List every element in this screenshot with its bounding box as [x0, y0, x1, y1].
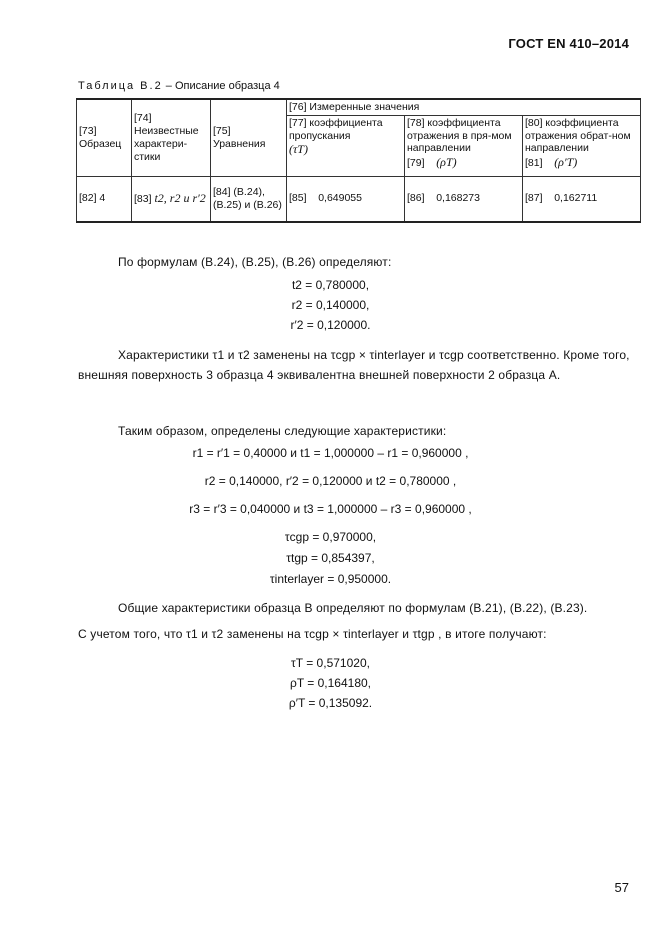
formula-r2-prime: r′2 = 0,120000. — [290, 318, 371, 332]
cell-back-reflectance-marker: [87] — [525, 192, 543, 205]
table-caption — [78, 80, 280, 92]
table-caption-title: – Описание образца 4 — [165, 80, 280, 92]
cell-transmittance-value: 0,649055 — [318, 192, 362, 205]
header-transmittance-label: [77] коэффициента пропускания — [289, 116, 383, 142]
cell-sample: [82] 4 — [77, 176, 132, 222]
formula-tau-cgp: τcgp = 0,970000, — [284, 530, 377, 544]
cell-unknown — [132, 176, 211, 222]
paragraph-replacement-note: Характеристики τ1 и τ2 заменены на τcgp × τinterlayer и τcgp соответственно. Кроме того, внешняя поверхность 3 образца 4 эквивалентна внешней поверхности 2 образца А. — [78, 348, 630, 383]
header-back-reflectance-marker: [81] — [525, 157, 543, 170]
header-back-reflectance-label: [80] коэффициента отражения обрат-ном направлении — [525, 116, 631, 155]
cell-equations: [84] (B.24), (B.25) и (B.26) — [211, 176, 287, 222]
cell-back-reflectance-value: 0,162711 — [554, 192, 598, 205]
cell-front-reflectance-marker: [86] — [407, 192, 425, 205]
paragraph-final-result-intro: С учетом того, что τ1 и τ2 заменены на τcgp × τinterlayer и τtgp , в итоге получают: — [78, 627, 547, 641]
formula-layer-2: r2 = 0,140000, r′2 = 0,120000 и t2 = 0,780000 , — [204, 474, 457, 488]
sample-description-table — [76, 98, 641, 223]
formula-tau-interlayer: τinterlayer = 0,950000. — [269, 572, 392, 586]
formula-tau-tgp: τtgp = 0,854397, — [286, 551, 375, 565]
cell-front-reflectance — [405, 176, 523, 222]
formula-r2: r2 = 0,140000, — [291, 298, 370, 312]
formula-rho-total: ρT = 0,164180, — [290, 676, 371, 690]
paragraph-characteristics-intro: Таким образом, определены следующие характеристики: — [118, 424, 447, 438]
paragraph-formulas-intro: По формулам (B.24), (B.25), (B.26) определяют: — [118, 255, 392, 269]
header-unknown-characteristics: [74] Неизвестные характери-стики — [132, 99, 211, 176]
rho-prime-symbol: (ρ′T) — [554, 155, 578, 170]
table-caption-prefix: Таблица В.2 — [78, 80, 163, 92]
paragraph-overall-characteristics: Общие характеристики образца В определяют по формулам (B.21), (B.22), (B.23). — [118, 601, 588, 615]
header-equations: [75] Уравнения — [211, 99, 287, 176]
header-measured-values: [76] Измеренные значения — [287, 99, 641, 115]
cell-back-reflectance — [523, 176, 641, 222]
header-front-reflectance-label: [78] коэффициента отражения в пря-мом направлении — [407, 116, 512, 155]
header-transmittance — [287, 115, 405, 176]
tau-symbol: (τT) — [289, 142, 308, 157]
header-front-reflectance — [405, 115, 523, 176]
header-sample: [73] Образец — [77, 99, 132, 176]
document-standard-header: ГОСТ EN 410–2014 — [508, 36, 629, 51]
header-front-reflectance-marker: [79] — [407, 157, 425, 170]
cell-unknown-vars: t2, r2 и r′2 — [154, 191, 206, 206]
rho-symbol: (ρT) — [436, 155, 457, 170]
cell-transmittance-marker: [85] — [289, 192, 307, 205]
cell-front-reflectance-value: 0,168273 — [436, 192, 480, 205]
cell-unknown-marker: [83] — [134, 193, 152, 206]
formula-t2: t2 = 0,780000, — [291, 278, 370, 292]
formula-layer-3: r3 = r′3 = 0,040000 и t3 = 1,000000 – r3 = 0,960000 , — [189, 502, 472, 516]
cell-transmittance — [287, 176, 405, 222]
formula-rho-prime-total: ρ′T = 0,135092. — [288, 696, 373, 710]
formula-tau-total: τT = 0,571020, — [291, 656, 370, 670]
header-back-reflectance — [523, 115, 641, 176]
page-number: 57 — [614, 880, 629, 895]
formula-layer-1: r1 = r′1 = 0,40000 и t1 = 1,000000 – r1 = 0,960000 , — [192, 446, 469, 460]
